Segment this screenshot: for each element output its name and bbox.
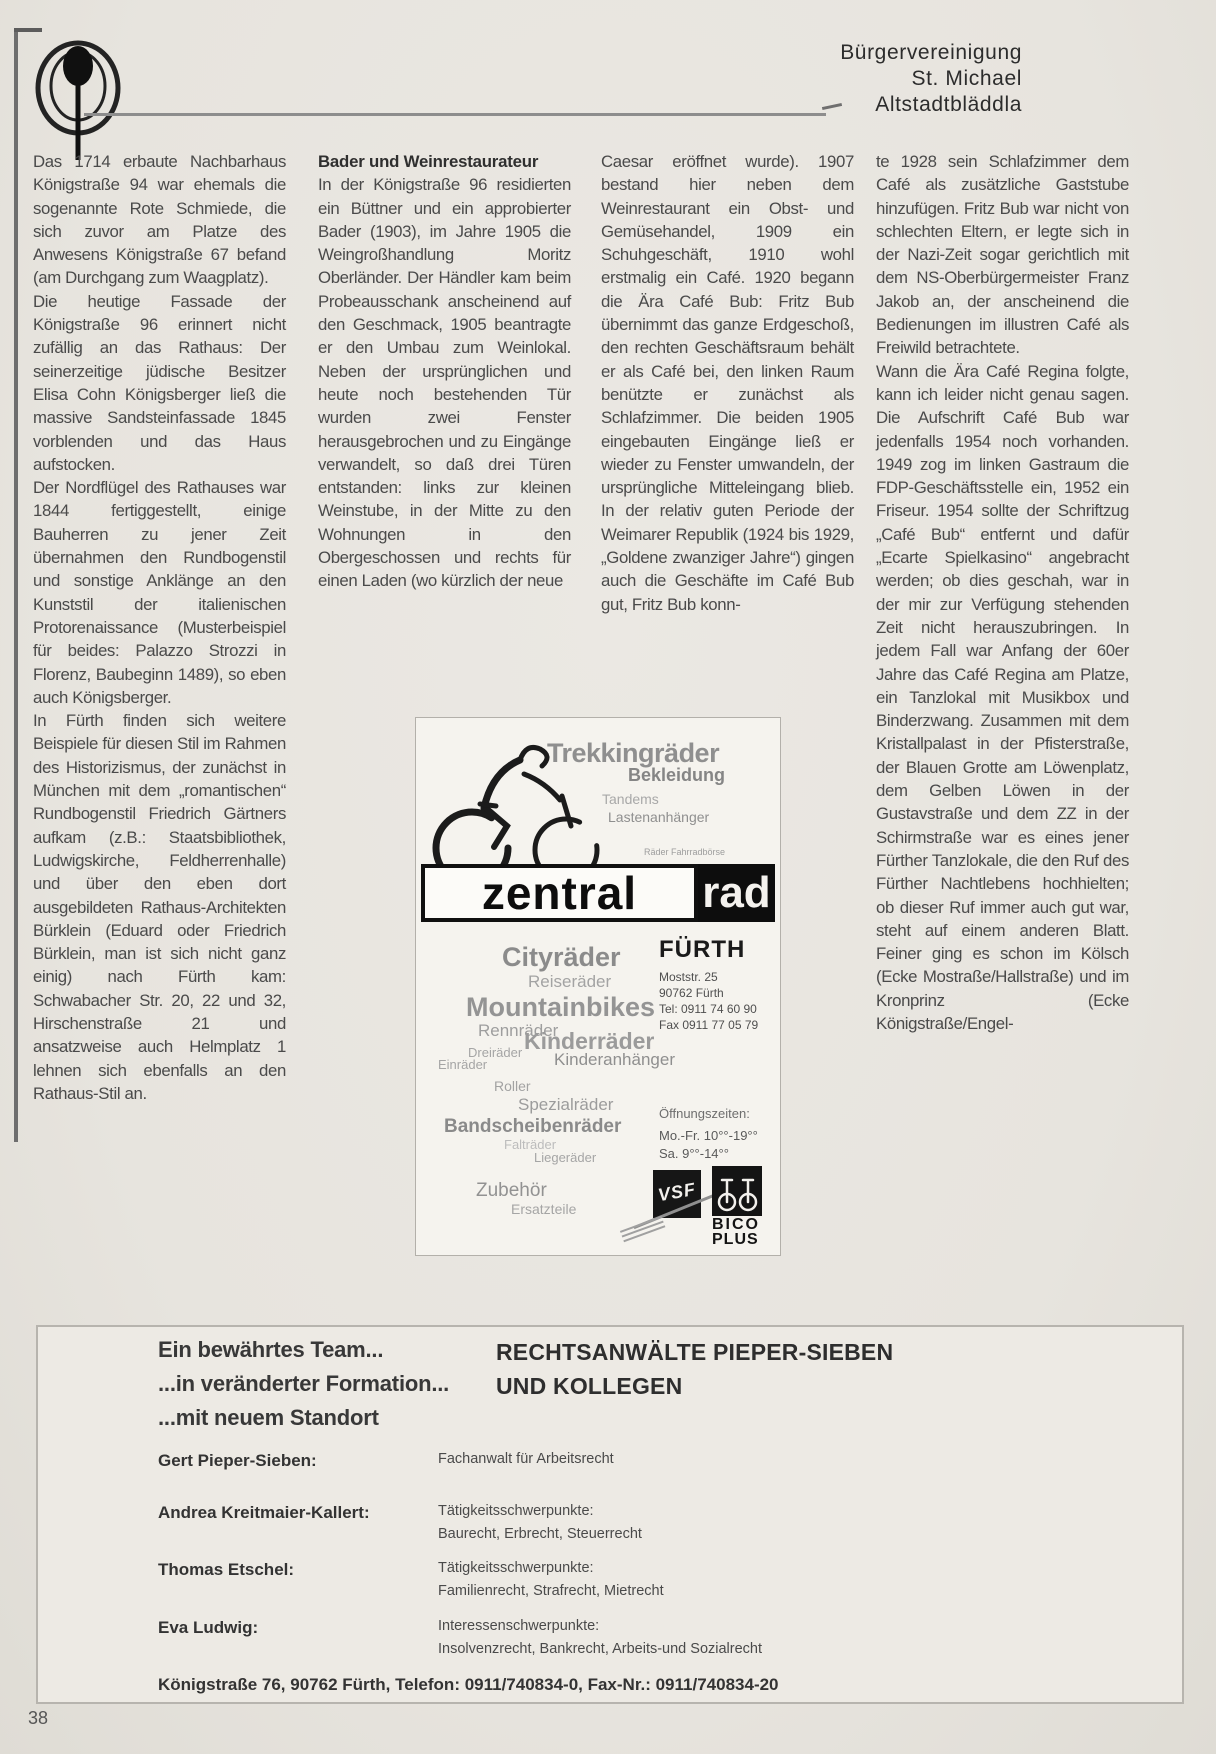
paragraph: te 1928 sein Schlafzimmer dem Café als zusätzliche Gaststube hinzufügen. Fritz Bub war nicht von schlechten Eltern, er legte sich in der Nazi-Zeit sogar gerichtlich mit dem NS-Oberbürgermeister Franz Jakob an, der anscheinend die Bedienungen im illustren Café als Freiwild betrachtete.	[876, 152, 1129, 358]
scan-edge-line	[14, 28, 18, 1142]
intro-line: ...in veränderter Formation...	[158, 1371, 450, 1396]
paragraph: Das 1714 erbaute Nachbarhaus Königstraße 94 war ehemals die sogenannte Rote Schmiede, die sich zuvor am Platze des Anwesens Königstraße 67 befand (am Durchgang zum Waagplatz).	[33, 152, 286, 288]
shop-city: FÜRTH	[659, 936, 746, 963]
article-column-3	[601, 150, 854, 616]
product-label: Bekleidung	[628, 765, 726, 785]
member-desc-line: Familienrecht, Strafrecht, Mietrecht	[438, 1583, 664, 1599]
article-column-2	[318, 150, 571, 593]
scan-edge-corner	[14, 28, 42, 32]
product-label: Tandems	[602, 791, 659, 807]
member-desc	[438, 1503, 642, 1542]
member-desc-line: Interessenschwerpunkte:	[438, 1618, 600, 1634]
org-title	[840, 40, 1022, 118]
page-number: 38	[28, 1708, 49, 1728]
product-label: Einräder	[438, 1057, 488, 1072]
product-label: Liegeräder	[534, 1150, 597, 1165]
product-label: Cityräder	[502, 942, 621, 972]
org-title-line: Altstadtbläddla	[875, 93, 1022, 116]
zentral-logo-box	[421, 864, 698, 922]
member-name: Gert Pieper-Sieben:	[158, 1451, 317, 1470]
member-desc	[438, 1618, 762, 1657]
member-desc-line: Tätigkeitsschwerpunkte:	[438, 1503, 594, 1519]
law-firm-address: Königstraße 76, 90762 Fürth, Telefon: 0911/740834-0, Fax-Nr.: 0911/740834-20	[158, 1675, 779, 1694]
product-label: Rennräder	[478, 1021, 559, 1040]
opening-hours-line: Mo.-Fr. 10°°-19°°	[659, 1128, 758, 1143]
product-label: Mountainbikes	[466, 992, 656, 1022]
shop-address-line: 90762 Fürth	[659, 986, 724, 1000]
law-firm-ad	[36, 1325, 1184, 1704]
article-column-1	[33, 150, 286, 1105]
paragraph: In der Königstraße 96 residierten ein Büttner und ein approbierter Bader (1903), im Jahre 1905 die Weingroßhandlung Moritz Oberländer. Der Händler kam beim Probeausschank anscheinend auf den Geschmack, 1905 beantragte er den Umbau zum Weinlokal. Neben der ursprünglichen und heute noch bestehenden Tür wurden zwei Fenster herausgebrochen und zu Eingänge verwandelt, so daß drei Türen entstanden: links zur kleinen Weinstube, in der Mitte zu den Wohnungen in den Obergeschossen und rechts für einen Laden (wo kürzlich der neue	[318, 175, 571, 591]
product-label: Bandscheibenräder	[444, 1116, 622, 1137]
plus-label: PLUS	[712, 1231, 759, 1248]
member-desc	[438, 1451, 614, 1467]
vsf-smallprint-decoration	[620, 1216, 666, 1244]
member-desc-line: Tätigkeitsschwerpunkte:	[438, 1560, 594, 1576]
firm-name: UND KOLLEGEN	[496, 1373, 683, 1399]
product-label: Trekkingräder	[547, 738, 720, 768]
product-label: Dreiräder	[468, 1045, 523, 1060]
bico-square-icon	[712, 1166, 762, 1216]
bike-shop-ad	[415, 717, 781, 1256]
section-heading: Bader und Weinrestaurateur	[318, 152, 539, 171]
intro-line: ...mit neuem Standort	[158, 1405, 379, 1430]
bico-label: BICO	[712, 1216, 760, 1233]
member-desc-line: Insolvenzrecht, Bankrecht, Arbeits-und Sozialrecht	[438, 1641, 762, 1657]
product-label: Roller	[494, 1078, 531, 1094]
member-desc	[438, 1560, 664, 1599]
bico-plus-logo-icon	[712, 1166, 762, 1248]
brand-rad: rad	[702, 868, 771, 917]
member-desc-line: Fachanwalt für Arbeitsrecht	[438, 1451, 614, 1467]
product-label: Zubehör	[476, 1180, 547, 1201]
org-title-line: St. Michael	[911, 67, 1022, 90]
vsf-label: VSF	[656, 1178, 698, 1206]
product-label: Falträder	[504, 1137, 557, 1152]
member-name: Thomas Etschel:	[158, 1560, 295, 1579]
opening-hours-title: Öffnungszeiten:	[659, 1106, 750, 1121]
intro-line: Ein bewährtes Team...	[158, 1337, 384, 1362]
product-label: Ersatzteile	[511, 1201, 577, 1217]
product-label: Lastenanhänger	[608, 809, 710, 825]
brand-zentral: zentral	[481, 867, 638, 919]
shop-fax: Fax 0911 77 05 79	[659, 1018, 759, 1032]
opening-hours-line: Sa. 9°°-14°°	[659, 1146, 729, 1161]
header-rule-dash	[822, 103, 842, 110]
paragraph: Der Nordflügel des Rathauses war 1844 fertiggestellt, einige Bauherren zu jener Zeit übernahmen den Rundbogenstil und sonstige Anklänge an den Kunststil der italienischen Protorenaissance (Musterbeispiel für beides: Palazzo Strozzi in Florenz, Baubeginn 1489), so eben auch Königsberger.	[33, 478, 286, 707]
product-label: Kinderanhänger	[554, 1050, 675, 1069]
member-name: Eva Ludwig:	[158, 1618, 259, 1637]
rad-logo-box	[698, 864, 775, 922]
paragraph: Caesar eröffnet wurde). 1907 bestand hier neben dem Weinrestaurant ein Obst- und Gemüsehandel, 1909 ein Schuhgeschäft, 1910 wohl erstmalig ein Café. 1920 begann die Ära Café Bub: Fritz Bub übernimmt das ganze Erdgeschoß, den rechten Geschäftsraum behält er als Café bei, den linken Raum benützte er zunächst als Schlafzimmer. Die beiden 1905 eingebauten Eingänge ließ er wieder zu Fenster umwandeln, der ursprüngliche Mitteleingang blieb. In der relativ guten Periode der Weimarer Republik (1924 bis 1929, „Goldene zwanziger Jahre“) gingen auch die Geschäfte im Café Bub gut, Fritz Bub konn-	[601, 152, 854, 614]
product-label: Räder Fahrradbörse	[644, 847, 726, 857]
zentral-rad-logo	[421, 864, 775, 922]
org-title-line: Bürgervereinigung	[840, 41, 1022, 64]
firm-name: RECHTSANWÄLTE PIEPER-SIEBEN	[496, 1339, 894, 1365]
product-label: Spezialräder	[518, 1095, 614, 1114]
paragraph: Die heutige Fassade der Königstraße 96 erinnert nicht zufällig an das Rathaus: Der seinerzeitige jüdische Besitzer Elisa Cohn Königsberger ließ die massive Sandsteinfassade 1845 vorblenden und das Haus aufstocken.	[33, 291, 286, 474]
product-label: Reiseräder	[528, 972, 612, 991]
shop-address-line: Moststr. 25	[659, 970, 718, 984]
header-rule	[84, 113, 826, 116]
paragraph: Wann die Ära Café Regina folgte, kann ich leider nicht genau sagen. Die Aufschrift Café Bub war jedenfalls 1954 noch vorhanden. 1949 zog im linken Gastraum die FDP-Geschäftsstelle ein, 1952 ein Friseur. 1954 sollte der Schriftzug „Café Bub“ entfernt und dafür „Ecarte Spielkasino“ angebracht werden; ob dies geschah, war in der mir zur Verfügung stehenden Zeit nicht herauszubringen. In jedem Fall war Anfang der 60er Jahre das Café Regina am Platze, ein Tanzlokal mit Musikbox und Binderzwang. Zusammen mit dem Kristallpalast in der Pfisterstraße, der Blauen Grotte am Löwenplatz, dem Gelben Löwen in der Gustavstraße und dem ZZ in der Schirmstraße war es eines jener Fürther Tanzlokale, die den Ruf des Fürther Nachtlebens hochhielten; ob dieser Ruf immer auch gut war, steht auf einem anderen Blatt. Feiner ging es schon im Kölsch (Ecke Mostraße/Hallstraße) und im Kronprinz (Ecke Königstraße/Engel-	[876, 361, 1129, 1033]
shop-phone: Tel: 0911 74 60 90	[659, 1002, 757, 1016]
product-label: Kinderräder	[524, 1028, 655, 1054]
article-column-4	[876, 150, 1129, 1035]
paragraph: In Fürth finden sich weitere Beispiele für diesen Stil im Rahmen des Historizismus, der zunächst in München mit dem „romantischen“ Rundbogenstil Friedrich Gärtners aufkam (z.B.: Staatsbibliothek, Ludwigskirche, Feldherrenhalle) und über den eben dort ausgebildeten Rathaus-Architekten Bürklein (Eduard oder Friedrich Bürklein, man ist sich nicht ganz einig) nach Fürth kam: Schwabacher Str. 20, 22 und 32, Hirschenstraße 21 und ansatzweise auch Helmplatz 1 lehnen sich ebenfalls an den Rathaus-Stil an.	[33, 711, 286, 1103]
member-name: Andrea Kreitmaier-Kallert:	[158, 1503, 370, 1522]
member-desc-line: Baurecht, Erbrecht, Steuerrecht	[438, 1526, 642, 1542]
